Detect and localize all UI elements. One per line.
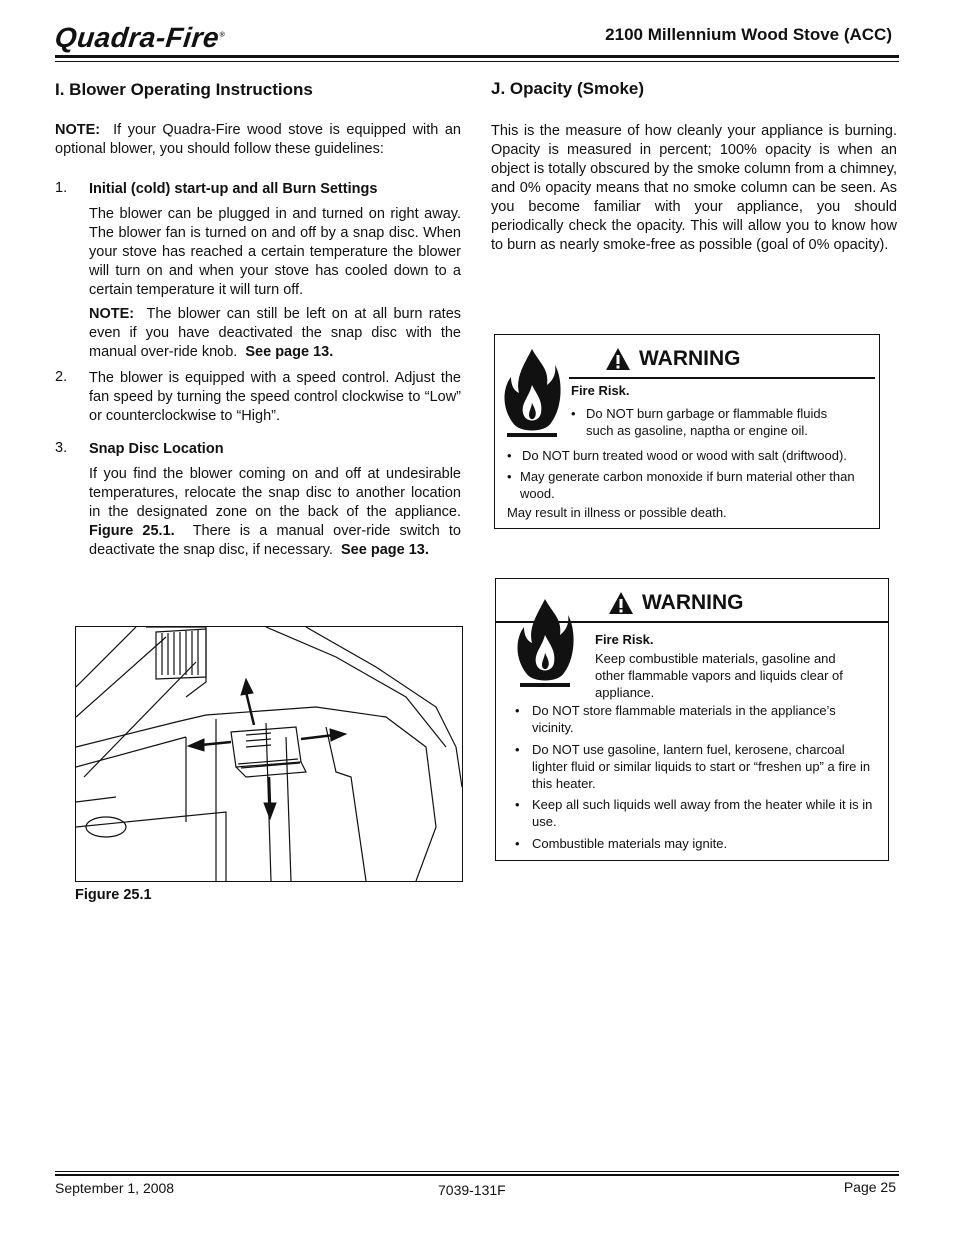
item-1-body: The blower can be plugged in and turned on right away. The blower fan is turned on and off by a snap disc. When your stove has reached a certain temperature the blower will turn on and when your stove has cooled down to a certain temperature it will turn off. xyxy=(89,206,461,298)
footer-page-number: Page 25 xyxy=(843,1179,896,1195)
item-1-title: Initial (cold) start-up and all Burn Settings xyxy=(89,181,378,197)
list-number-3: 3. xyxy=(55,440,68,456)
footer-rule-thin xyxy=(55,1171,899,1172)
list-number-2: 2. xyxy=(55,369,68,385)
warning-bullet-2: • Do NOT burn treated wood or wood with salt (driftwood). xyxy=(507,448,847,463)
brand-logo: Quadra-Fire® xyxy=(53,22,226,53)
figure-25-1 xyxy=(75,626,463,882)
item-3-body: If you find the blower coming on and off at undesirable temperatures, relocate the snap disc to another location in the designated zone on the back of the appliance. Figure 25.1. There is a manual over-ride switch to deactivate the snap disc, if necessary. See page 13. xyxy=(89,466,461,558)
warning-title: WARNING xyxy=(605,347,741,371)
document-title: 2100 Millennium Wood Stove (ACC) xyxy=(605,25,892,44)
warning-subtitle: Fire Risk. xyxy=(571,383,630,398)
warning-bullet-3: • May generate carbon monoxide if burn material other than wood. xyxy=(507,469,855,501)
item-1-note: NOTE: The blower can still be left on at all burn rates even if you have deactivated the snap disc with the manual over-ride knob. See page 13. xyxy=(89,306,462,360)
list-number-1: 1. xyxy=(55,180,68,196)
flame-icon xyxy=(514,597,576,689)
warning-box-fire-risk-burn xyxy=(494,334,880,529)
stove-blower-illustration xyxy=(76,627,462,881)
warning-bullet-1: • Do NOT burn garbage or flammable fluids such as gasoline, naptha or engine oil. xyxy=(571,406,828,438)
flame-icon xyxy=(501,347,563,439)
footer-rule xyxy=(55,1174,899,1176)
section-heading-blower: I. Blower Operating Instructions xyxy=(55,80,313,99)
warning2-bullet-4: • Combustible materials may ignite. xyxy=(515,836,728,851)
warning-box-fire-risk-combustibles xyxy=(495,578,889,861)
warning-subtitle-2: Fire Risk. xyxy=(595,632,654,647)
warning-triangle-icon xyxy=(605,347,631,371)
header-rule xyxy=(55,55,899,58)
warning-lead: Keep combustible materials, gasoline and other flammable vapors and liquids clear of appliance. xyxy=(595,651,843,700)
warning2-bullet-3: • Keep all such liquids well away from the heater while it is in use. xyxy=(515,797,873,829)
warning2-bullet-1: • Do NOT store flammable materials in the appliance’s vicinity. xyxy=(515,703,836,735)
opacity-body: This is the measure of how cleanly your appliance is burning. Opacity is measured in percent; 100% opacity is when an object is totally obscured by the smoke column from a chimney, and 0% opacity means that no smoke column can be seen. As you become familiar with your appliance, you should periodically check the opacity. This will allow you to know how to burn as nearly smoke-free as possible (goal of 0% opacity). xyxy=(491,123,897,253)
item-3-title: Snap Disc Location xyxy=(89,441,224,457)
footer-date: September 1, 2008 xyxy=(55,1180,175,1196)
warning2-bullet-2: • Do NOT use gasoline, lantern fuel, kerosene, charcoal lighter fluid or similar liquids to start or “freshen up” a fire in this heater. xyxy=(515,742,871,791)
warning-footer: May result in illness or possible death. xyxy=(507,505,727,520)
footer-doc-number: 7039-131F xyxy=(438,1182,506,1198)
item-2-body: The blower is equipped with a speed control. Adjust the fan speed by turning the speed control clockwise to “Low” or counterclockwise to “High”. xyxy=(89,370,461,424)
section-heading-opacity: J. Opacity (Smoke) xyxy=(491,79,645,98)
warning-divider xyxy=(569,377,875,379)
figure-caption: Figure 25.1 xyxy=(75,887,152,903)
warning-title-2: WARNING xyxy=(608,591,744,615)
header-rule-thin xyxy=(55,61,899,62)
warning-triangle-icon xyxy=(608,591,634,615)
blower-note: NOTE: If your Quadra-Fire wood stove is equipped with an optional blower, you should follow these guidelines: xyxy=(55,122,461,157)
